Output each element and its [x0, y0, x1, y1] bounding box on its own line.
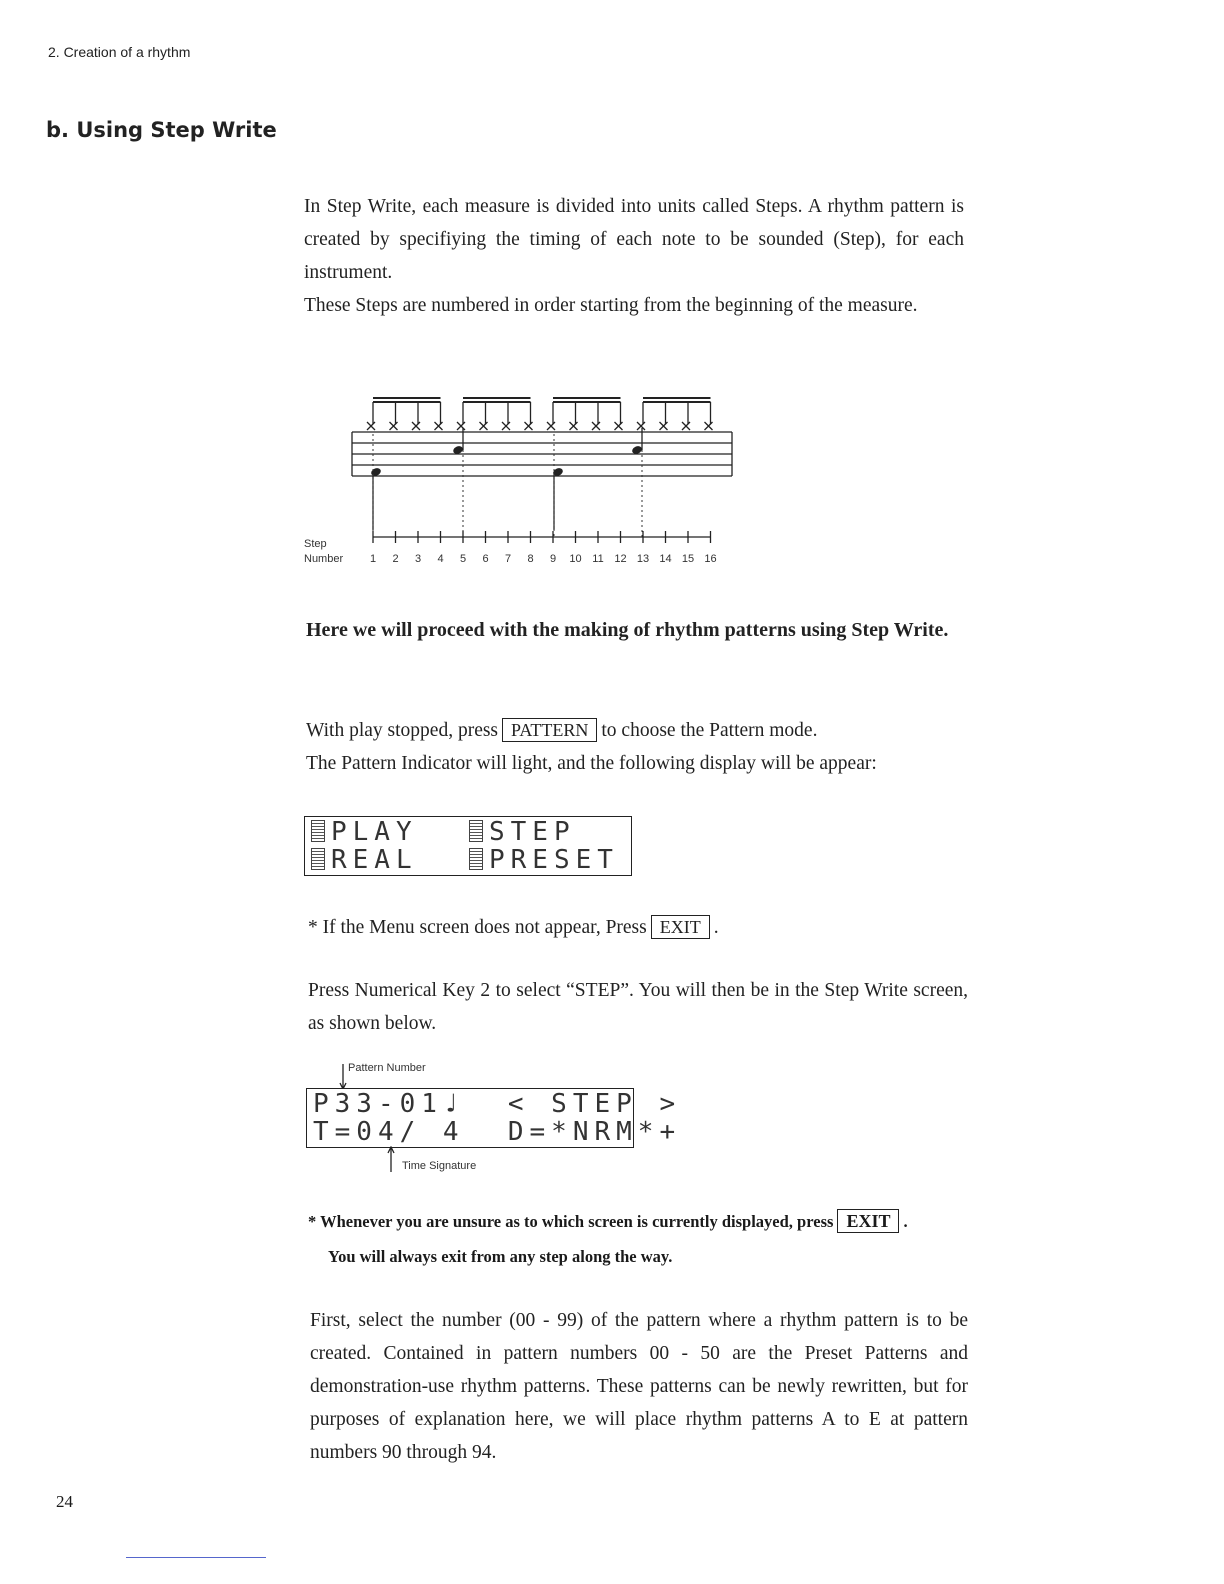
menu-note — [308, 911, 868, 944]
key-1-icon — [311, 820, 325, 842]
step-number: 3 — [414, 553, 422, 565]
proceed-heading: Here we will proceed with the making of rhythm patterns using Step Write. — [306, 619, 949, 641]
step-diagram — [300, 390, 740, 575]
instruction-1 — [306, 714, 976, 747]
instruction-2: Press Numerical Key 2 to select “STEP”. You will then be in the Step Write screen, as shown below. — [308, 980, 968, 1034]
final-paragraph: First, select the number (00 - 99) of the pattern where a rhythm pattern is to be created. Contained in pattern numbers 00 - 50 are the Preset Patterns and demonstration-use rhythm patterns. These patterns can be newly rewritten, but for purposes of explanation here, we will place rhythm patterns A to E at pattern numbers 90 through 94. — [310, 1310, 968, 1463]
pattern-key[interactable]: PATTERN — [502, 718, 597, 742]
hihat-note — [637, 402, 645, 430]
instruction-1-before: With play stopped, press — [306, 720, 499, 741]
intro-paragraph-1: In Step Write, each measure is divided into units called Steps. A rhythm pattern is created by specifiying the timing of each note to be sounded (Step), for each instrument. — [304, 196, 964, 283]
instruction-1-line2: The Pattern Indicator will light, and the following display will be appear: — [306, 753, 877, 774]
step-number: 5 — [459, 553, 467, 565]
running-header: 2. Creation of a rhythm — [48, 44, 191, 60]
hihat-note — [525, 402, 533, 430]
menu-item-real: REAL — [331, 845, 418, 875]
step-number: 14 — [659, 553, 672, 565]
instruction-1-after: to choose the Pattern mode. — [601, 720, 818, 741]
lcd-line-1: P33-01♩ < STEP > — [313, 1089, 682, 1119]
menu-item-play: PLAY — [331, 817, 418, 847]
hihat-note — [457, 402, 465, 430]
section-title: b. Using Step Write — [46, 118, 277, 142]
hihat-note — [682, 402, 690, 430]
menu-lcd — [304, 816, 632, 876]
key-3-icon — [311, 848, 325, 870]
step-write-lcd — [306, 1088, 682, 1148]
menu-item-step: STEP — [489, 817, 576, 847]
time-signature-label: Time Signature — [402, 1160, 477, 1172]
pattern-number-label: Pattern Number — [348, 1062, 426, 1074]
key-4-icon — [469, 848, 483, 870]
hihat-note — [592, 402, 600, 430]
pattern-number-arrow — [338, 1064, 348, 1090]
step-number: 8 — [527, 553, 534, 565]
step-number: 12 — [614, 553, 627, 565]
key-2-icon — [469, 820, 483, 842]
time-signature-arrow — [386, 1146, 396, 1172]
step-label: Step — [304, 538, 327, 550]
footer-rule — [126, 1557, 266, 1558]
lcd-line-2: T=04/ 4 D=*NRM*+ — [313, 1117, 682, 1147]
hihat-note — [615, 402, 623, 430]
exit-key-2[interactable]: EXIT — [837, 1209, 899, 1233]
step-number: 9 — [549, 553, 557, 565]
hihat-note — [412, 402, 420, 430]
hihat-note — [660, 402, 668, 430]
bold-note-line-1 — [308, 1205, 978, 1239]
hihat-note — [390, 402, 398, 430]
step-number: 13 — [636, 553, 650, 565]
menu-note-text: * If the Menu screen does not appear, Press — [308, 917, 647, 938]
bold-note-after: . — [903, 1212, 908, 1231]
hihat-note — [705, 402, 713, 430]
menu-item-preset: PRESET — [489, 845, 619, 875]
intro-paragraph-2: These Steps are numbered in order starting from the beginning of the measure. — [304, 295, 918, 316]
hihat-note — [435, 402, 443, 430]
step-number: 4 — [437, 553, 444, 565]
step-number: 15 — [681, 553, 695, 565]
menu-note-after: . — [713, 917, 719, 938]
hihat-note — [547, 402, 555, 430]
bold-note-line-2: You will always exit from any step along the way. — [328, 1247, 673, 1266]
exit-key[interactable]: EXIT — [651, 915, 710, 939]
step-number: 10 — [569, 553, 582, 565]
bold-note-text: * Whenever you are unsure as to which screen is currently displayed, press — [308, 1212, 834, 1231]
step-number: 7 — [504, 553, 512, 565]
hihat-note — [480, 402, 488, 430]
hihat-note — [367, 402, 375, 430]
step-number: 2 — [392, 553, 399, 565]
step-number: 16 — [704, 553, 717, 565]
number-label: Number — [304, 553, 344, 565]
page-number: 24 — [56, 1492, 73, 1511]
hihat-note — [570, 402, 578, 430]
step-number: 1 — [369, 553, 377, 565]
step-number: 11 — [592, 553, 604, 565]
hihat-note — [502, 402, 510, 430]
step-number: 6 — [482, 553, 489, 565]
